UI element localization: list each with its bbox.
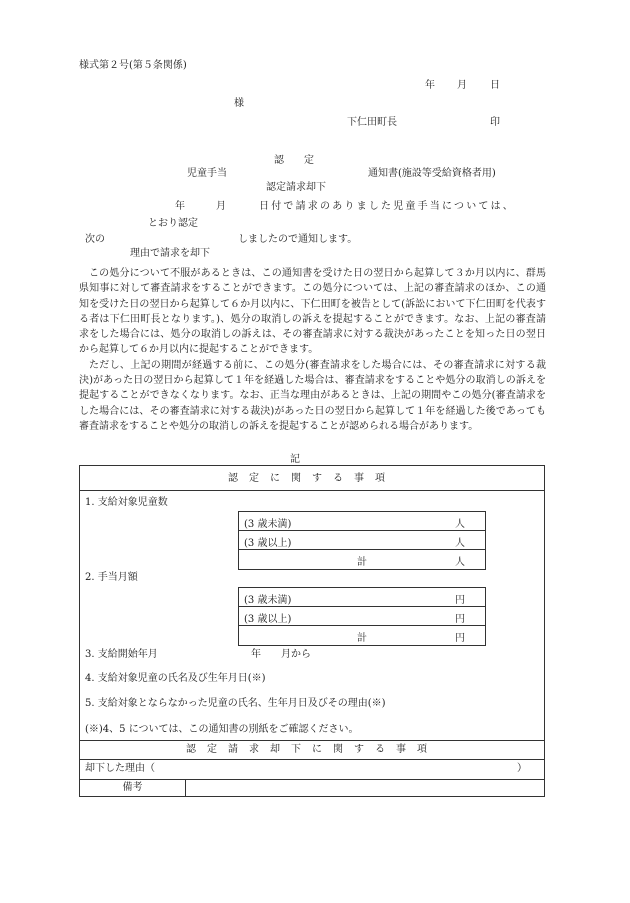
- table-row: [239, 607, 485, 626]
- intro-prefix: 次の: [85, 234, 105, 245]
- table-row-total: [239, 550, 485, 569]
- notice-body: [79, 266, 546, 434]
- row-total-label: 計: [357, 633, 367, 644]
- details-table: [79, 465, 545, 797]
- row-label: (3 歳以上): [244, 614, 292, 625]
- rejection-reason-close: ）: [517, 763, 527, 774]
- intro-line1: 日付で請求のありました児童手当については、: [259, 201, 515, 212]
- row-unit: 円: [455, 633, 465, 644]
- item-ineligible-children-label: 5. 支給対象とならなかった児童の氏名、生年月日及びその理由(※): [85, 698, 386, 709]
- remarks-label: 備考: [122, 782, 143, 793]
- item-monthly-amount-label: 2. 手当月額: [85, 572, 138, 583]
- table-row: [239, 512, 485, 531]
- divider: [80, 490, 544, 491]
- divider: [80, 779, 544, 780]
- issuer-name: 下仁田町長: [347, 117, 397, 128]
- title-suffix: 通知書(施設等受給資格者用): [368, 168, 496, 179]
- intro-year: 年: [175, 201, 185, 212]
- item-start-month-label: 3. 支給開始年月: [85, 649, 158, 660]
- rejection-reason-label: 却下した理由（: [85, 763, 155, 774]
- section-rejection-header: 認定請求却下に関する事項: [186, 744, 438, 755]
- title-prefix: 児童手当: [187, 168, 227, 179]
- title-option-certify: 認 定: [274, 155, 314, 166]
- ki-mark: 記: [290, 454, 300, 465]
- item-children-count-label: 1. 支給対象児童数: [85, 497, 168, 508]
- children-count-table: [238, 511, 486, 570]
- divider: [80, 759, 544, 760]
- date-year-label: 年: [425, 80, 435, 91]
- monthly-amount-table: [238, 587, 486, 646]
- item-start-year: 年: [251, 649, 261, 660]
- date-day-label: 日: [490, 80, 500, 91]
- attachment-note: (※)4、5 については、この通知書の別紙をご確認ください。: [85, 724, 359, 735]
- row-label: (3 歳以上): [244, 538, 292, 549]
- row-label: (3 歳未満): [244, 595, 292, 606]
- row-unit: 人: [455, 519, 465, 530]
- row-label: (3 歳未満): [244, 519, 292, 530]
- item-start-month: 月から: [281, 649, 311, 660]
- remarks-divider: [185, 779, 186, 796]
- intro-month: 月: [216, 201, 226, 212]
- notice-paragraph-2: ただし、上記の期間が経過する前に、この処分(審査請求をした場合には、その審査請求に対する裁決)があった日の翌日から起算して１年を経過した場合は、審査請求をすることや処分の取消しの訴えを提起することができなくなります。なお、正当な理由があるときは、上記の期間やこの処分(審査請求をした場合には、その審査請求に対する裁決)があった日の翌日から起算して１年を経過した後であっても審査請求をすることや処分の取消しの訴えを提起することが認められる場合があります。: [79, 359, 546, 432]
- row-unit: 円: [455, 614, 465, 625]
- date-month-label: 月: [457, 80, 467, 91]
- table-row: [239, 588, 485, 607]
- row-unit: 人: [455, 557, 465, 568]
- section-certification-header: 認定に関する事項: [228, 473, 396, 484]
- row-total-label: 計: [357, 557, 367, 568]
- item-eligible-children-label: 4. 支給対象児童の氏名及び生年月日(※): [85, 673, 266, 684]
- addressee-suffix: 様: [234, 98, 244, 109]
- divider: [80, 740, 544, 741]
- seal-mark: 印: [490, 117, 500, 128]
- notice-paragraph-1: この処分について不服があるときは、この通知書を受けた日の翌日から起算して３か月以内に、群馬県知事に対して審査請求をすることができます。この処分については、上記の審査請求のほか、この通知を受けた日の翌日から起算して６か月以内に、下仁田町を被告として(訴訟において下仁田町を代表する者は下仁田町長となります。)、処分の取消しの訴えを提起することができます。なお、上記の審査請求をした場合には、処分の取消しの訴えは、その審査請求に対する裁決があったことを知った日の翌日から起算して６か月以内に提起することができます。: [79, 268, 546, 356]
- table-row: [239, 531, 485, 550]
- table-row-total: [239, 626, 485, 645]
- row-unit: 人: [455, 538, 465, 549]
- title-option-reject: 認定請求却下: [266, 182, 326, 193]
- intro-option-reject: 理由で請求を却下: [130, 248, 210, 259]
- form-number: 様式第２号(第５条関係): [79, 60, 187, 71]
- intro-suffix: しましたので通知します。: [238, 234, 358, 245]
- intro-option-certify: とおり認定: [148, 218, 198, 229]
- row-unit: 円: [455, 595, 465, 606]
